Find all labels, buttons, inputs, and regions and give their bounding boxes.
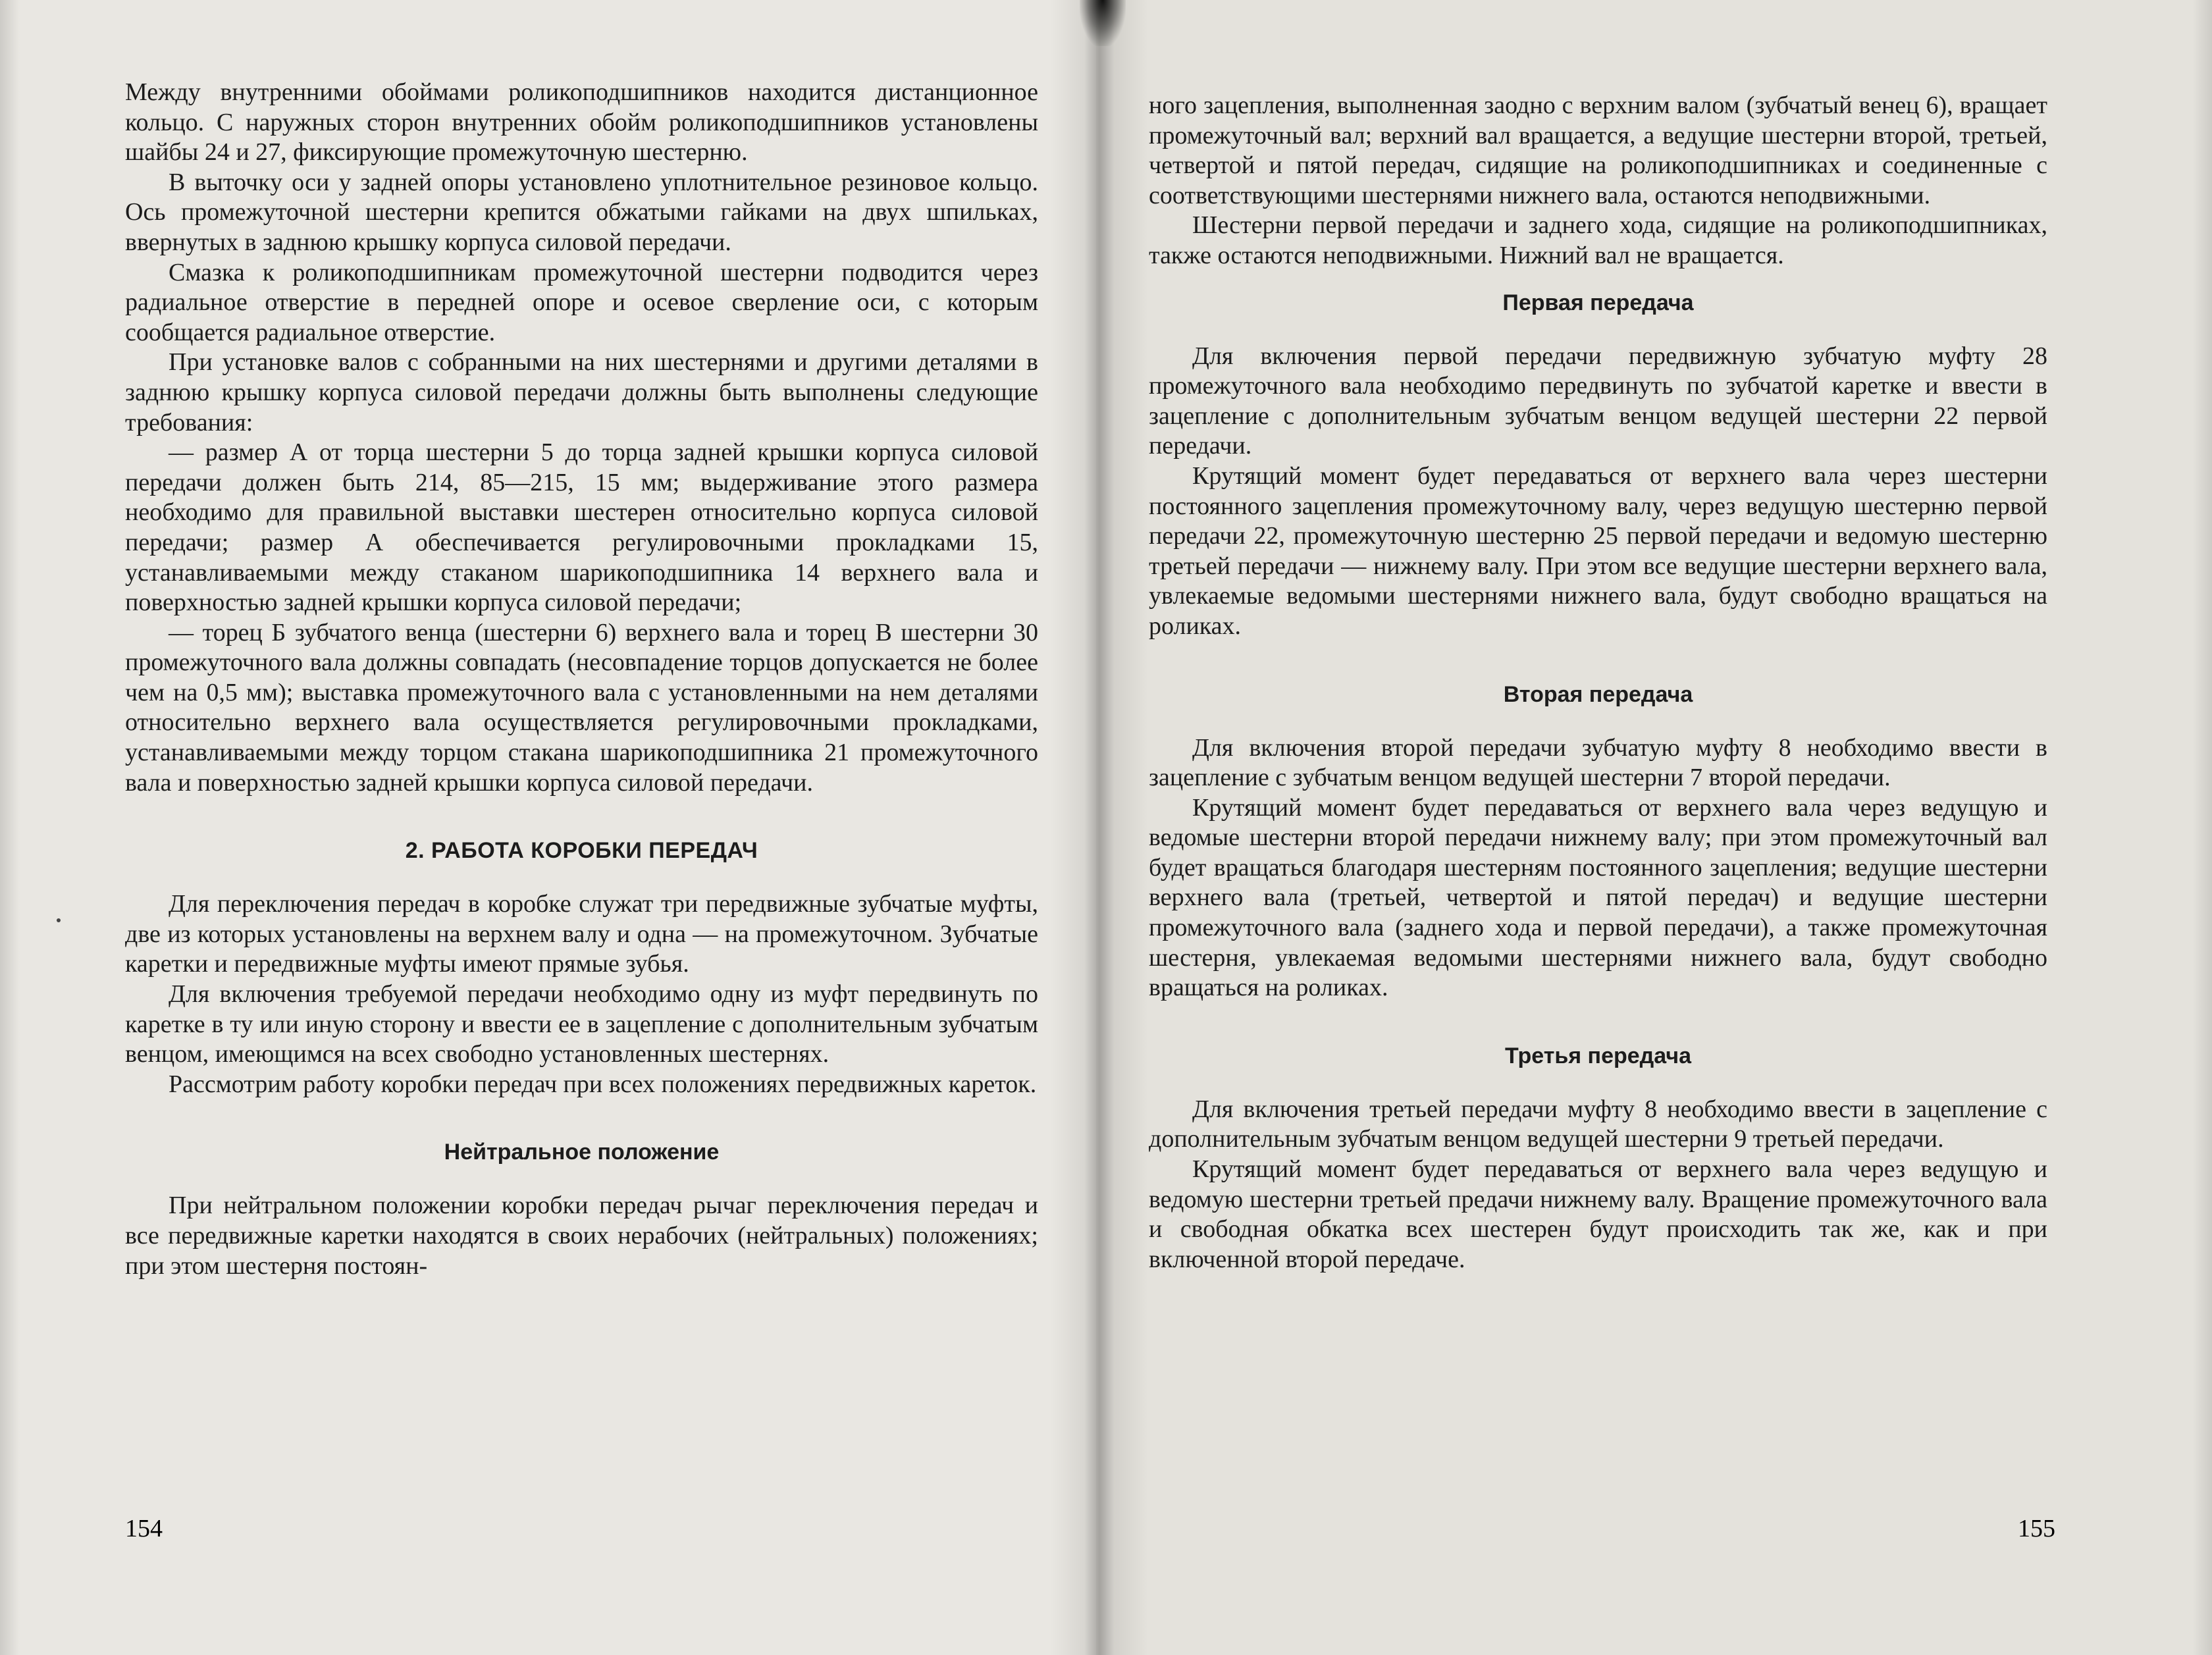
subsection-heading-second-gear: Вторая передача — [1503, 681, 1693, 707]
paragraph: Для включения требуемой передачи необходимо одну из муфт передвинуть по каретке в ту или иную сторону и ввести ее в зацепление с дополнительным зубчатым венцом, имеющимся на всех свободно установленных шестернях. — [125, 980, 1038, 1068]
left-page — [0, 0, 1096, 1655]
paragraph: ного зацепления, выполненная заодно с верхним валом (зубчатый венец 6), вращает промежуточный вал; верхний вал вращается, а ведущие шестерни второй, третьей, четвертой и пятой передач, сидящие на роликоподшипниках и соединенные с соответствующими шестернями нижнего вала, остаются неподвижными. — [1149, 92, 2047, 209]
paragraph: В выточку оси у задней опоры установлено уплотнительное резиновое кольцо. Ось промежуточной шестерни крепится обжатыми гайками на двух шпильках, ввернутых в заднюю крышку корпуса силовой передачи. — [125, 168, 1038, 256]
section-heading: 2. РАБОТА КОРОБКИ ПЕРЕДАЧ — [405, 838, 758, 864]
paragraph: Крутящий момент будет передаваться от верхнего вала через ведущую и ведомую шестерни третьей предачи нижнему валу. Вращение промежуточного вала и свободная обкатка всех шестерен будут происходить так же, как и при включенной второй передаче. — [1149, 1155, 2047, 1273]
requirement-item: — торец Б зубчатого венца (шестерни 6) верхнего вала и торец В шестерни 30 промежуточного вала должны совпадать (несовпадение торцов допускается не более чем на 0,5 мм); выставка промежуточного вала с установленными на нем деталями относительно верхнего вала осуществляется регулировочными прокладками, устанавливаемыми между торцом стакана шарикоподшипника 21 промежуточного вала и поверхностью задней крышки корпуса силовой передачи. — [125, 618, 1038, 797]
paragraph: Между внутренними обоймами роликоподшипников находится дистанционное кольцо. С наружных сторон внутренних обойм роликоподшипников установлены шайбы 24 и 27, фиксирующие промежуточную шестерню. — [125, 78, 1038, 167]
subsection-heading-neutral: Нейтральное положение — [444, 1140, 720, 1165]
page-number-left: 154 — [125, 1515, 163, 1542]
subsection-heading-first-gear: Первая передача — [1502, 290, 1694, 315]
paragraph: Для включения первой передачи передвижную зубчатую муфту 28 промежуточного вала необходимо передвинуть по зубчатой каретке и ввести в зацепление с дополнительным зубчатым венцом ведущей шестерни 22 первой передачи. — [1149, 342, 2047, 460]
paragraph: Для включения третьей передачи муфту 8 необходимо ввести в зацепление с дополнительным зубчатым венцом ведущей шестерни 9 третьей передачи. — [1149, 1095, 2047, 1153]
paragraph: Крутящий момент будет передаваться от верхнего вала через шестерни постоянного зацепления промежуточному валу, через ведущую шестерню первой передачи 22, промежуточную шестерню 25 первой передачи и ведомую шестерню третьей передачи — нижнему валу. При этом все ведущие шестерни верхнего вала, увлекаемые ведомыми шестернями нижнего вала, будут свободно вращаться на роликах. — [1149, 461, 2047, 640]
paragraph: При установке валов с собранными на них шестернями и другими деталями в заднюю крышку корпуса силовой передачи должны быть выполнены следующие требования: — [125, 348, 1038, 436]
paper-speck — [57, 918, 61, 922]
paragraph: Смазка к роликоподшипникам промежуточной шестерни подводится через радиальное отверстие в передней опоре и осевое сверление оси, с которым сообщается радиальное отверстие. — [125, 258, 1038, 346]
paragraph: Для включения второй передачи зубчатую муфту 8 необходимо ввести в зацепление с зубчатым венцом ведущей шестерни 7 второй передачи. — [1149, 733, 2047, 792]
paragraph: При нейтральном положении коробки передач рычаг переключения передач и все передвижные каретки находятся в своих нерабочих (нейтральных) положениях; при этом шестерня постоян- — [125, 1192, 1038, 1280]
right-page — [1096, 0, 2212, 1655]
requirement-item: — размер А от торца шестерни 5 до торца задней крышки корпуса силовой передачи должен быть 214, 85—215, 15 мм; выдерживание этого размера необходимо для правильной выставки шестерен относительно корпуса силовой передачи; размер А обеспечивается регулировочными прокладками 15, устанавливаемыми между стаканом шарикоподшипника 14 верхнего вала и поверхностью задней крышки корпуса силовой передачи; — [125, 438, 1038, 617]
paragraph: Для переключения передач в коробке служат три передвижные зубчатые муфты, две из которых установлены на верхнем валу и одна — на промежуточном. Зубчатые каретки и передвижные муфты имеют прямые зубья. — [125, 890, 1038, 978]
page-number-right: 155 — [2018, 1515, 2055, 1542]
paragraph: Шестерни первой передачи и заднего хода, сидящие на роликоподшипниках, также остаются неподвижными. Нижний вал не вращается. — [1149, 211, 2047, 269]
paragraph: Рассмотрим работу коробки передач при всех положениях передвижных кареток. — [169, 1070, 1037, 1098]
subsection-heading-third-gear: Третья передача — [1505, 1043, 1691, 1068]
paragraph: Крутящий момент будет передаваться от верхнего вала через ведущую и ведомые шестерни второй передачи нижнему валу; при этом промежуточный вал будет вращаться благодаря шестерням постоянного зацепления; ведущие шестерни верхнего вала (третьей, четвертой и пятой передач) и ведущие шестерни промежуточного вала (заднего хода и первой передачи), а также промежуточная шестерня, увлекаемая ведомыми шестернями нижнего вала, будут свободно вращаться на роликах. — [1149, 793, 2047, 1002]
